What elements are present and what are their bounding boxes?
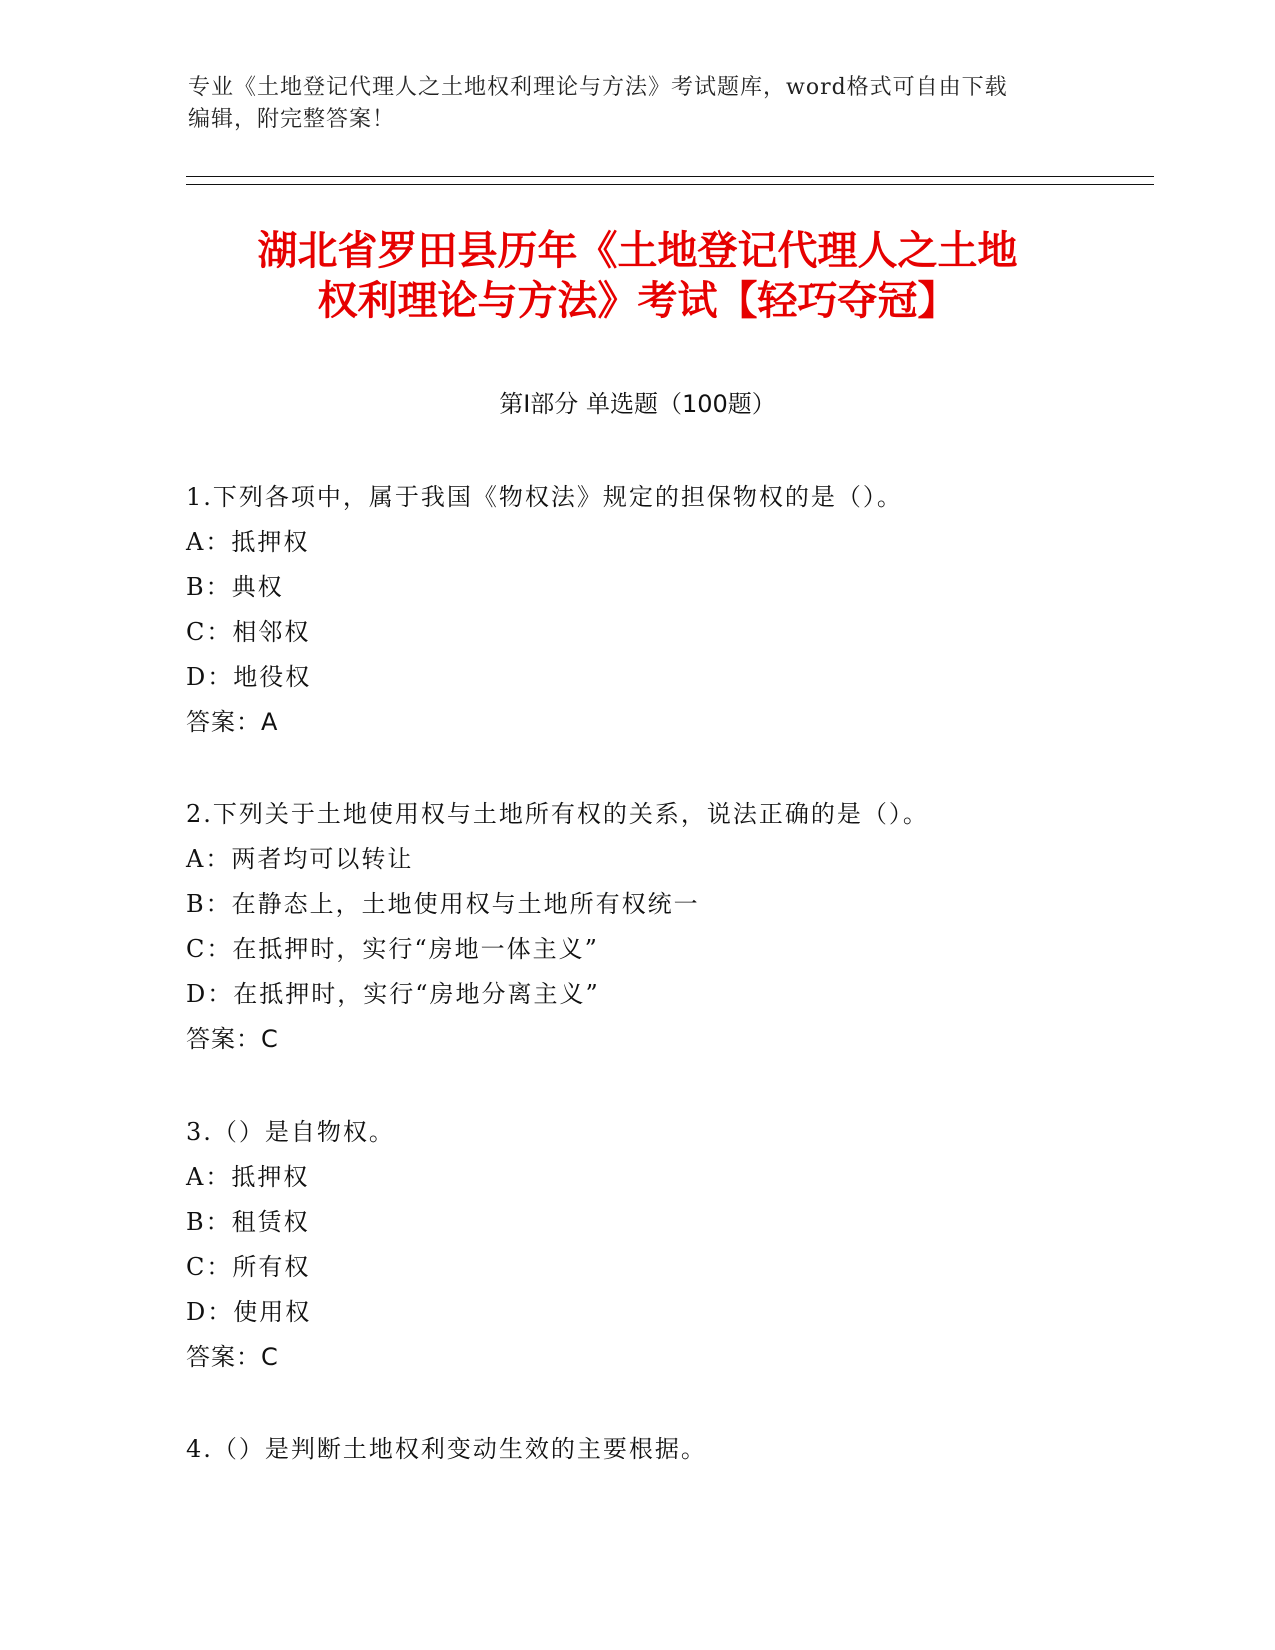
answer: 答案：C (186, 1025, 279, 1053)
answer: 答案：A (186, 708, 279, 736)
question-1 (186, 481, 903, 738)
option-d: D：在抵押时，实行“房地分离主义” (186, 980, 600, 1008)
option-b: B：在静态上，土地使用权与土地所有权统一 (186, 890, 700, 918)
document-title (0, 226, 1275, 326)
option-c: C：所有权 (186, 1253, 311, 1281)
question-2 (186, 798, 929, 1055)
option-a: A：抵押权 (186, 528, 310, 556)
question-stem: 2.下列关于土地使用权与土地所有权的关系，说法正确的是（）。 (186, 800, 929, 828)
header-note (188, 72, 1068, 136)
header-note-line-1: 专业《土地登记代理人之土地权利理论与方法》考试题库，word格式可自由下载 (188, 75, 1008, 100)
option-c: C：在抵押时，实行“房地一体主义” (186, 935, 599, 963)
option-b: B：典权 (186, 573, 284, 601)
option-a: A：抵押权 (186, 1163, 310, 1191)
question-stem: 1.下列各项中，属于我国《物权法》规定的担保物权的是（）。 (186, 483, 903, 511)
question-stem: 4.（）是判断土地权利变动生效的主要根据。 (186, 1435, 707, 1463)
section-heading: 第Ⅰ部分 单选题（100题） (499, 390, 776, 418)
option-a: A：两者均可以转让 (186, 845, 414, 873)
option-d: D：地役权 (186, 663, 312, 691)
question-stem: 3.（）是自物权。 (186, 1118, 395, 1146)
header-divider-thick (186, 176, 1154, 177)
option-b: B：租赁权 (186, 1208, 310, 1236)
question-4 (186, 1433, 707, 1465)
document-title-line-2: 权利理论与方法》考试【轻巧夺冠】 (317, 278, 958, 324)
answer: 答案：C (186, 1343, 279, 1371)
document-title-line-1: 湖北省罗田县历年《土地登记代理人之土地 (257, 228, 1018, 274)
question-3 (186, 1116, 395, 1373)
header-note-line-2: 编辑，附完整答案！ (188, 107, 396, 132)
header-divider-thin (186, 184, 1154, 185)
option-c: C：相邻权 (186, 618, 311, 646)
option-d: D：使用权 (186, 1298, 312, 1326)
